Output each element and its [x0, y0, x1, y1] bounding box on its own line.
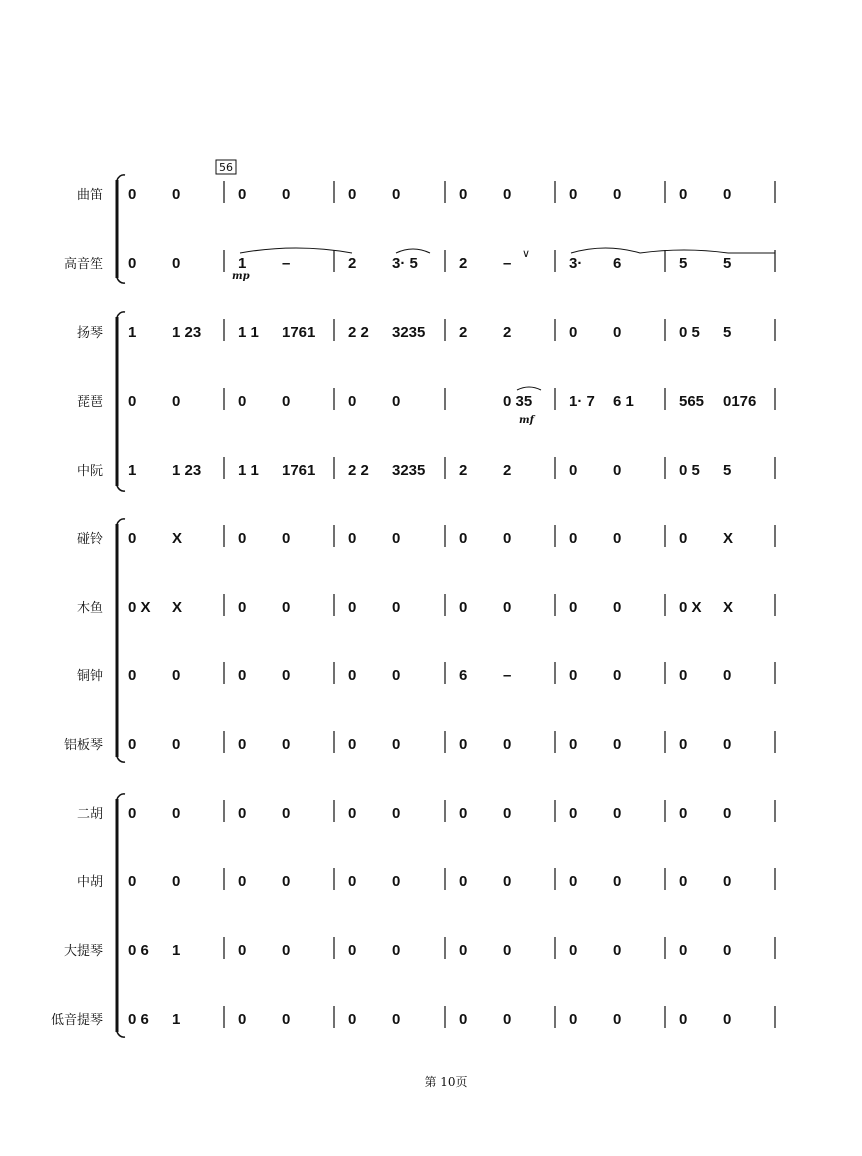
note-beat: 0: [172, 805, 181, 822]
staff-row: [77, 868, 775, 890]
note-beat: 0: [569, 324, 578, 341]
note-beat: 0: [569, 873, 578, 890]
note-beat: 0: [679, 805, 688, 822]
note-beat: 0: [613, 530, 622, 547]
note-beat: 0: [238, 805, 247, 822]
note-beat: 0: [128, 393, 137, 410]
note-beat: 2: [459, 255, 468, 272]
note-beat: 0: [613, 942, 622, 959]
staff-row: [77, 594, 775, 616]
staff-row: [77, 388, 775, 410]
note-beat: 0: [172, 736, 181, 753]
note-beat: 1761: [282, 324, 316, 341]
note-beat: 3·: [569, 255, 583, 272]
note-beat: 0: [172, 667, 181, 684]
note-beat: 5: [723, 462, 732, 479]
note-beat: 0: [128, 530, 137, 547]
staff-row: [64, 731, 775, 753]
note-beat: 0: [459, 599, 468, 616]
staff-row: [77, 662, 775, 684]
note-beat: 0: [282, 1011, 291, 1028]
note-beat: 0: [238, 530, 247, 547]
instrument-label: 高音笙: [63, 257, 103, 272]
note-beat: 0: [613, 873, 622, 890]
note-beat: 0: [679, 736, 688, 753]
note-beat: 1: [128, 462, 137, 479]
note-beat: 0: [348, 530, 357, 547]
note-beat: 5: [723, 324, 732, 341]
note-beat: 0: [348, 667, 357, 684]
staff-row: [64, 250, 775, 272]
note-beat: 0: [238, 599, 247, 616]
note-beat: X: [172, 530, 183, 547]
group-brackets: [117, 175, 125, 1037]
note-beat: 0: [392, 873, 401, 890]
note-beat: 0: [613, 186, 622, 203]
note-beat: 0: [282, 599, 291, 616]
note-beat: 0: [348, 805, 357, 822]
note-beat: 0: [392, 186, 401, 203]
note-beat: –: [503, 667, 512, 684]
instrument-label: 二胡: [76, 807, 103, 822]
note-beat: 0: [392, 667, 401, 684]
note-beat: 1 1: [238, 462, 259, 479]
note-beat: 0: [172, 186, 181, 203]
note-beat: 0: [503, 942, 512, 959]
note-beat: 0: [282, 530, 291, 547]
note-beat: 3235: [392, 324, 426, 341]
note-beat: 0: [172, 255, 181, 272]
note-beat: 0: [569, 599, 578, 616]
note-beat: 0: [128, 255, 137, 272]
note-beat: 0: [613, 805, 622, 822]
note-beat: 0 6: [128, 1011, 149, 1028]
note-beat: 0: [723, 186, 732, 203]
note-beat: 0: [238, 393, 247, 410]
note-beat: 0: [459, 186, 468, 203]
note-beat: 2 2: [348, 324, 369, 341]
note-beat: 3235: [392, 462, 426, 479]
note-beat: 0: [128, 667, 137, 684]
note-beat: 5: [679, 255, 688, 272]
note-beat: 0: [679, 1011, 688, 1028]
note-beat: 0: [392, 736, 401, 753]
note-beat: 0: [282, 942, 291, 959]
note-beat: 0: [569, 1011, 578, 1028]
note-beat: 0: [238, 186, 247, 203]
note-beat: 0: [613, 667, 622, 684]
note-beat: 0: [282, 873, 291, 890]
note-beat: 0 35: [503, 393, 533, 410]
note-beat: 0: [392, 1011, 401, 1028]
note-beat: 0: [459, 942, 468, 959]
note-beat: 0: [348, 942, 357, 959]
staff-row: [77, 800, 775, 822]
note-beat: 0: [723, 805, 732, 822]
note-beat: 2: [348, 255, 357, 272]
note-beat: 0: [723, 942, 732, 959]
note-beat: 0: [348, 599, 357, 616]
note-beat: 0: [128, 805, 137, 822]
note-beat: 565: [679, 393, 705, 410]
note-beat: 0: [569, 186, 578, 203]
note-beat: X: [172, 599, 183, 616]
note-beat: 0: [503, 599, 512, 616]
note-beat: 0: [613, 324, 622, 341]
note-beat: 0 X: [679, 599, 702, 616]
note-beat: 0: [459, 873, 468, 890]
note-beat: 0: [503, 805, 512, 822]
note-beat: 0: [392, 530, 401, 547]
instrument-label: 碰铃: [76, 532, 103, 547]
note-beat: 0: [723, 667, 732, 684]
instrument-label: 大提琴: [63, 944, 103, 959]
note-beat: 0: [569, 462, 578, 479]
note-beat: 0: [282, 805, 291, 822]
note-beat: 6 1: [613, 393, 634, 410]
note-beat: 1 23: [172, 324, 202, 341]
note-beat: 0: [282, 186, 291, 203]
page-number: 第 10页: [424, 1075, 468, 1089]
note-beat: 0: [392, 599, 401, 616]
note-beat: 0: [723, 1011, 732, 1028]
note-beat: 0 X: [128, 599, 151, 616]
note-beat: 0: [569, 805, 578, 822]
note-beat: 0: [238, 736, 247, 753]
note-beat: 0: [459, 1011, 468, 1028]
instrument-label: 中阮: [76, 464, 103, 479]
note-beat: 0: [569, 736, 578, 753]
instrument-label: 低音提琴: [50, 1013, 103, 1028]
note-beat: 6: [459, 667, 468, 684]
note-beat: 0: [172, 393, 181, 410]
note-beat: 0: [459, 805, 468, 822]
note-beat: 0: [459, 736, 468, 753]
note-beat: 2 2: [348, 462, 369, 479]
note-beat: 0: [679, 667, 688, 684]
note-beat: 1 1: [238, 324, 259, 341]
note-beat: 0: [569, 667, 578, 684]
note-beat: 0: [348, 1011, 357, 1028]
note-beat: 1· 7: [569, 393, 595, 410]
instrument-label: 扬琴: [76, 326, 103, 341]
dynamic-mp: mp: [232, 271, 250, 282]
staff-row: [77, 181, 775, 203]
note-beat: 1761: [282, 462, 316, 479]
note-beat: 0176: [723, 393, 757, 410]
note-beat: 0: [238, 873, 247, 890]
note-beat: 0: [503, 1011, 512, 1028]
note-beat: 0: [569, 530, 578, 547]
note-beat: 0: [172, 873, 181, 890]
note-beat: 0: [503, 530, 512, 547]
note-beat: 3· 5: [392, 255, 418, 272]
note-beat: 0: [348, 736, 357, 753]
slur-arc: [571, 248, 640, 253]
instrument-label: 琵琶: [76, 395, 103, 410]
note-beat: 0: [238, 1011, 247, 1028]
note-beat: 0 5: [679, 462, 700, 479]
note-beat: 2: [459, 324, 468, 341]
note-beat: 0: [392, 393, 401, 410]
note-beat: 0: [348, 393, 357, 410]
note-beat: 0: [392, 942, 401, 959]
note-beat: 0: [348, 873, 357, 890]
note-beat: 0: [679, 186, 688, 203]
note-beat: 1 23: [172, 462, 202, 479]
instrument-label: 铝板琴: [63, 738, 103, 753]
note-beat: 2: [503, 462, 512, 479]
note-beat: 0 6: [128, 942, 149, 959]
note-beat: 1: [172, 1011, 181, 1028]
note-beat: –: [503, 255, 512, 272]
instrument-label: 曲笛: [76, 188, 103, 203]
note-beat: 0: [503, 873, 512, 890]
note-beat: 0: [613, 599, 622, 616]
dynamic-mf: mf: [519, 415, 534, 426]
slur-arc: [240, 248, 352, 253]
staff-rows: [51, 181, 775, 1028]
note-beat: 1: [172, 942, 181, 959]
staff-row: [51, 1006, 775, 1028]
note-beat: 0: [282, 667, 291, 684]
note-beat: 0 5: [679, 324, 700, 341]
note-beat: 0: [392, 805, 401, 822]
note-beat: 0: [613, 462, 622, 479]
note-beat: 6: [613, 255, 622, 272]
note-beat: 0: [723, 736, 732, 753]
note-beat: 2: [503, 324, 512, 341]
note-beat: 0: [238, 667, 247, 684]
instrument-label: 中胡: [76, 875, 103, 890]
note-beat: 0: [128, 186, 137, 203]
note-beat: 1: [128, 324, 137, 341]
staff-row: [77, 319, 775, 341]
note-beat: 2: [459, 462, 468, 479]
note-beat: 0: [282, 393, 291, 410]
breath-mark: ∨: [522, 247, 531, 260]
note-beat: 0: [128, 736, 137, 753]
note-beat: 0: [238, 942, 247, 959]
note-beat: 0: [679, 873, 688, 890]
staff-row: [77, 457, 775, 479]
note-beat: 0: [503, 736, 512, 753]
note-beat: 0: [348, 186, 357, 203]
note-beat: X: [723, 530, 734, 547]
note-beat: X: [723, 599, 734, 616]
slur-arc: [517, 387, 541, 390]
note-beat: 0: [503, 186, 512, 203]
slur-arc: [396, 249, 430, 253]
instrument-label: 木鱼: [76, 601, 103, 616]
note-beat: 1: [238, 255, 247, 272]
rehearsal-mark: 56: [219, 161, 233, 174]
note-beat: 0: [613, 1011, 622, 1028]
note-beat: 0: [128, 873, 137, 890]
staff-row: [64, 937, 775, 959]
note-beat: –: [282, 255, 291, 272]
instrument-label: 铜钟: [76, 669, 103, 684]
note-beat: 0: [459, 530, 468, 547]
slur-arc: [640, 250, 728, 253]
note-beat: 5: [723, 255, 732, 272]
note-beat: 0: [569, 942, 578, 959]
note-beat: 0: [679, 942, 688, 959]
note-beat: 0: [613, 736, 622, 753]
note-beat: 0: [679, 530, 688, 547]
note-beat: 0: [723, 873, 732, 890]
note-beat: 0: [282, 736, 291, 753]
staff-row: [77, 525, 775, 547]
